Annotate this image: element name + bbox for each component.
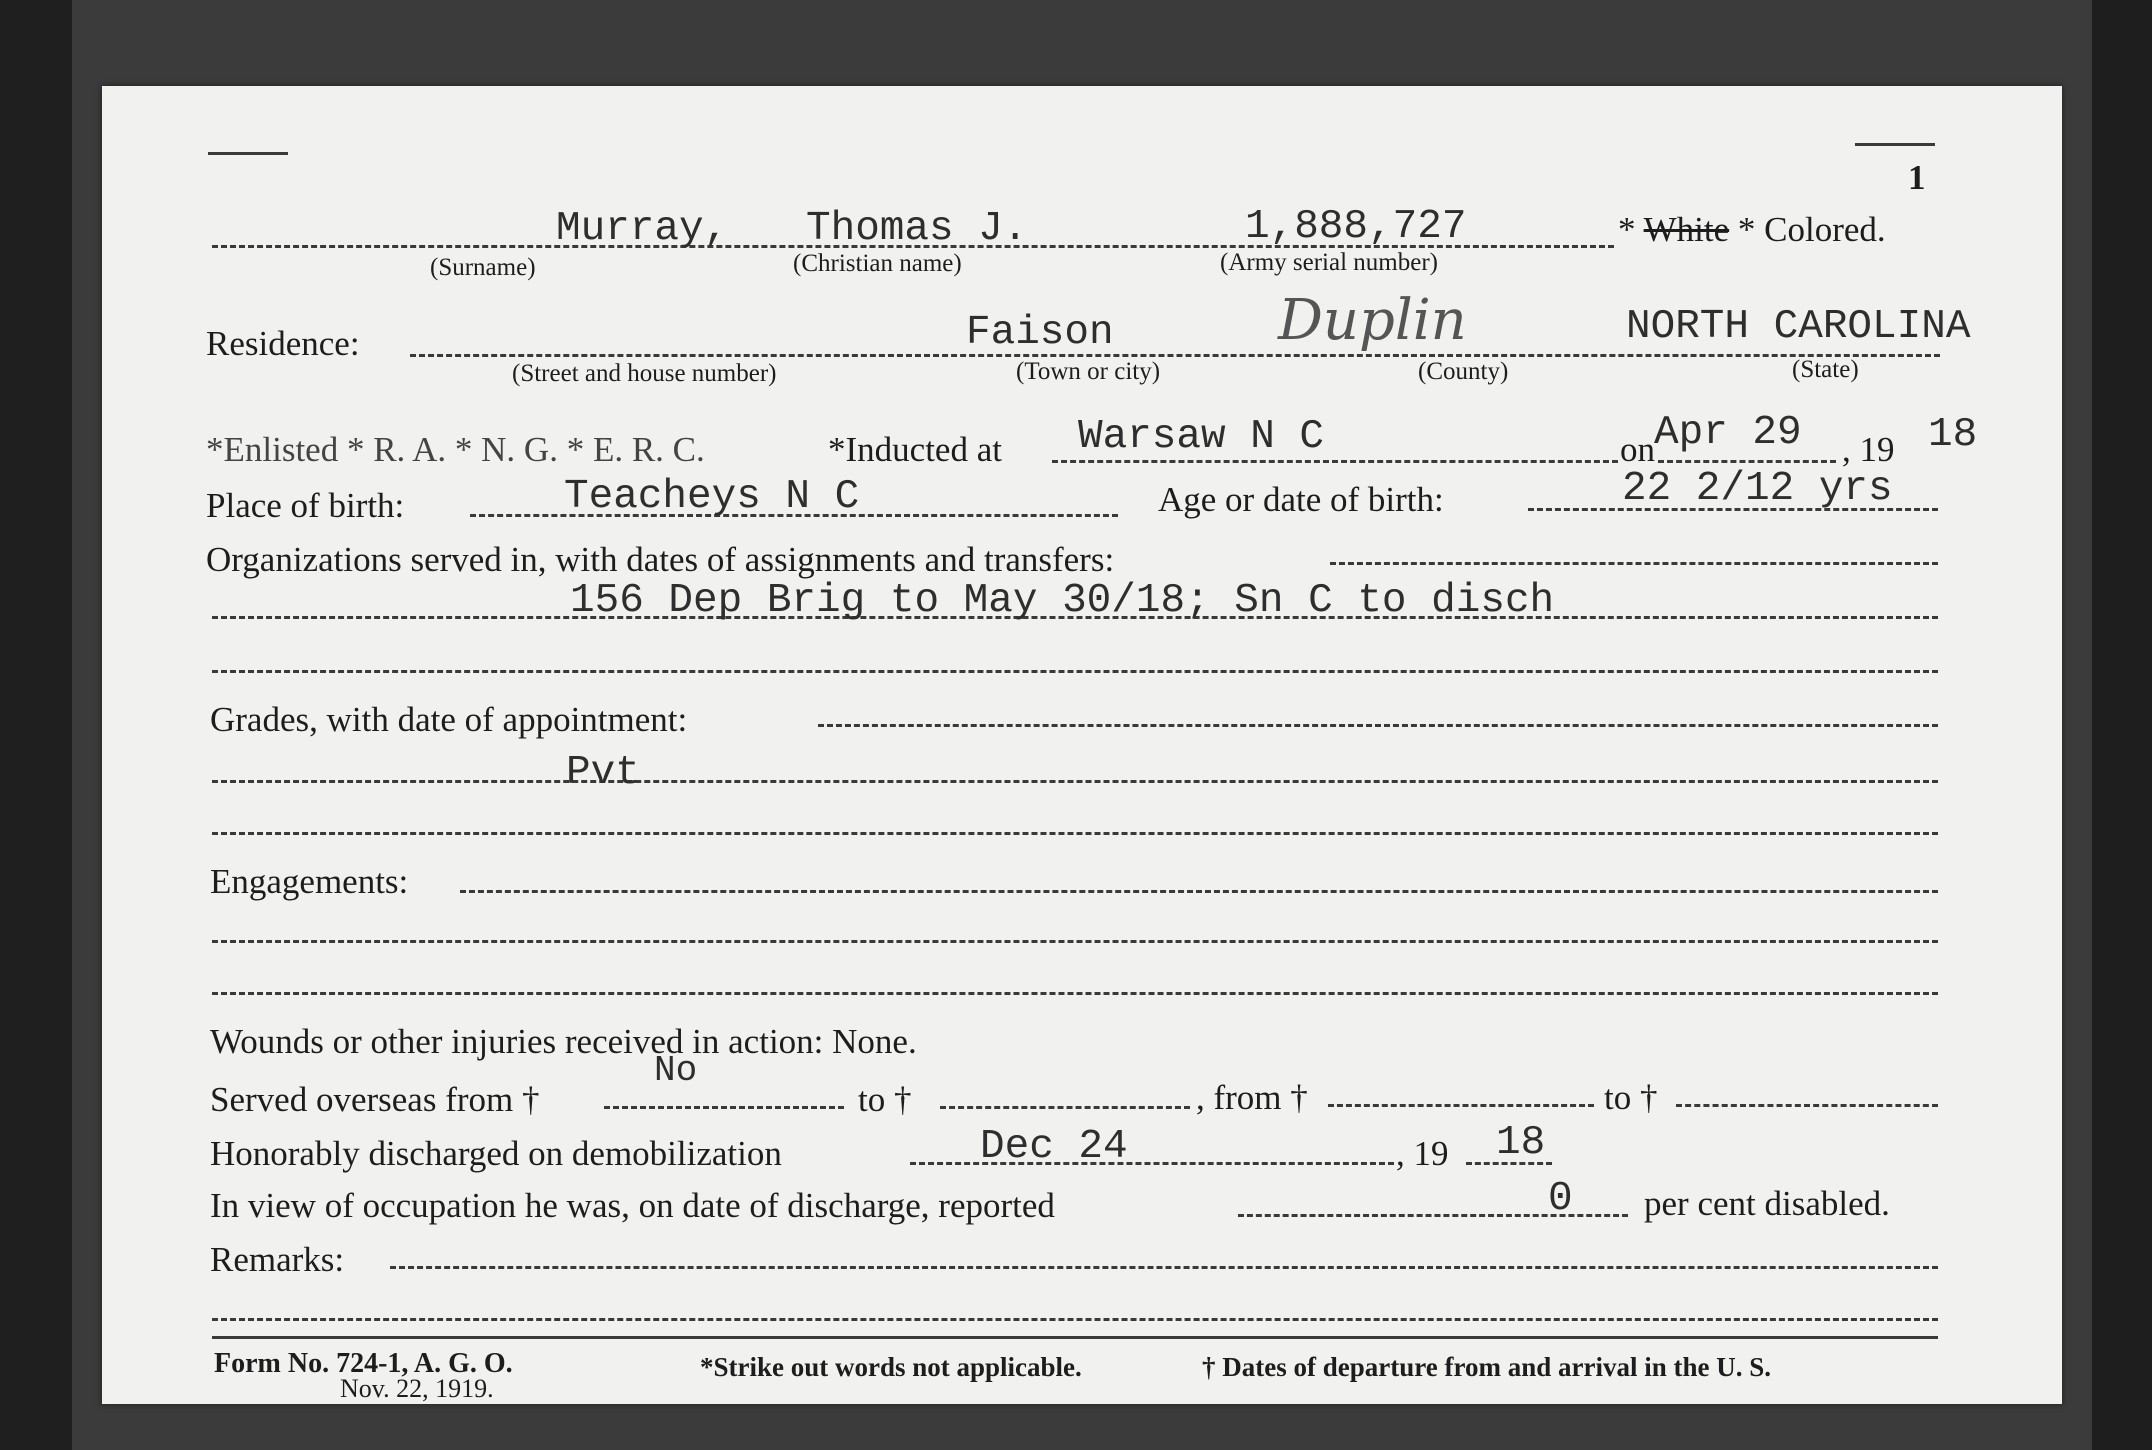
induction-date-line bbox=[1658, 460, 1836, 463]
age-label: Age or date of birth: bbox=[1158, 480, 1444, 519]
overseas-line-1 bbox=[604, 1106, 844, 1109]
serial-number-value: 1,888,727 bbox=[1245, 204, 1467, 250]
state-caption: (State) bbox=[1792, 356, 1859, 383]
street-caption: (Street and house number) bbox=[512, 360, 777, 387]
strike-note: *Strike out words not applicable. bbox=[700, 1352, 1082, 1382]
remarks-line-0 bbox=[390, 1266, 1938, 1269]
serial-caption: (Army serial number) bbox=[1220, 249, 1438, 276]
residence-town: Faison bbox=[966, 310, 1114, 356]
engagements-line-1 bbox=[212, 940, 1938, 943]
organizations-line-0 bbox=[1330, 562, 1938, 565]
engagements-label: Engagements: bbox=[210, 862, 409, 901]
colored-option: Colored. bbox=[1764, 210, 1886, 249]
top-right-rule bbox=[1855, 143, 1935, 146]
engagements-line-0 bbox=[460, 890, 1938, 893]
discharge-year: 18 bbox=[1496, 1120, 1546, 1166]
residence-state: NORTH CAROLINA bbox=[1626, 304, 1971, 350]
organizations-label: Organizations served in, with dates of assignments and transfers: bbox=[206, 540, 1115, 579]
dates-note: † Dates of departure from and arrival in the U. S. bbox=[1202, 1352, 1771, 1382]
inducted-line bbox=[1052, 460, 1618, 463]
inducted-label: *Inducted at bbox=[828, 430, 1002, 469]
county-caption: (County) bbox=[1418, 358, 1509, 385]
surname-value: Murray, bbox=[556, 206, 729, 252]
overseas-value: No bbox=[654, 1050, 698, 1091]
overseas-line-2 bbox=[940, 1106, 1190, 1109]
induction-year: 18 bbox=[1928, 412, 1978, 458]
to-label-2: to † bbox=[1604, 1078, 1658, 1117]
overseas-line-3 bbox=[1328, 1104, 1594, 1107]
from-label: , from † bbox=[1196, 1078, 1308, 1117]
christian-name-value: Thomas J. bbox=[806, 206, 1028, 252]
grades-line-0 bbox=[818, 724, 1938, 727]
form-number: Form No. 724-1, A. G. O. bbox=[214, 1348, 513, 1379]
occupation-label: In view of occupation he was, on date of discharge, reported bbox=[210, 1186, 1055, 1225]
scan-margin-left bbox=[0, 0, 72, 1450]
discharge-label: Honorably discharged on demobilization bbox=[210, 1134, 782, 1173]
overseas-line-4 bbox=[1676, 1104, 1938, 1107]
disabled-value: 0 bbox=[1548, 1176, 1573, 1222]
residence-label: Residence: bbox=[206, 324, 360, 363]
age-value: 22 2/12 yrs bbox=[1622, 466, 1893, 512]
enlisted-options: *Enlisted * R. A. * N. G. * E. R. C. bbox=[206, 430, 705, 469]
remarks-label: Remarks: bbox=[210, 1240, 345, 1279]
residence-county: Duplin bbox=[1278, 288, 1467, 353]
page-number: 1 bbox=[1908, 158, 1926, 197]
remarks-line-1 bbox=[212, 1318, 1938, 1321]
white-option: White bbox=[1643, 210, 1730, 249]
form-date: Nov. 22, 1919. bbox=[340, 1374, 494, 1403]
top-left-rule bbox=[208, 152, 288, 155]
discharge-date: Dec 24 bbox=[980, 1124, 1128, 1170]
grade-value: Pvt bbox=[566, 750, 640, 796]
wounds-text: Wounds or other injuries received in action: None. bbox=[210, 1022, 917, 1061]
christian-name-caption: (Christian name) bbox=[793, 250, 962, 277]
engagements-line-2 bbox=[212, 992, 1938, 995]
residence-line bbox=[410, 354, 1940, 357]
race-options: * White * Colored. bbox=[1618, 210, 1886, 249]
footer-rule bbox=[212, 1336, 1938, 1339]
town-caption: (Town or city) bbox=[1016, 358, 1161, 385]
on-label: on bbox=[1620, 430, 1655, 469]
overseas-label: Served overseas from † bbox=[210, 1080, 540, 1119]
disabled-suffix: per cent disabled. bbox=[1644, 1184, 1890, 1223]
surname-caption: (Surname) bbox=[430, 254, 536, 281]
inducted-place: Warsaw N C bbox=[1078, 414, 1325, 460]
birthplace-label: Place of birth: bbox=[206, 486, 405, 525]
discharge-year-prefix: , 19 bbox=[1396, 1134, 1449, 1173]
birthplace-value: Teacheys N C bbox=[564, 474, 860, 520]
grades-line-2 bbox=[212, 832, 1938, 835]
grades-line-1 bbox=[212, 780, 1938, 783]
grades-label: Grades, with date of appointment: bbox=[210, 700, 688, 739]
organizations-line-2 bbox=[212, 670, 1938, 673]
induction-date: Apr 29 bbox=[1654, 410, 1802, 456]
induction-year-prefix: , 19 bbox=[1842, 430, 1895, 469]
scan-margin-right bbox=[2092, 0, 2152, 1450]
to-label: to † bbox=[858, 1080, 912, 1119]
organizations-value: 156 Dep Brig to May 30/18; Sn C to disch bbox=[570, 578, 1555, 624]
